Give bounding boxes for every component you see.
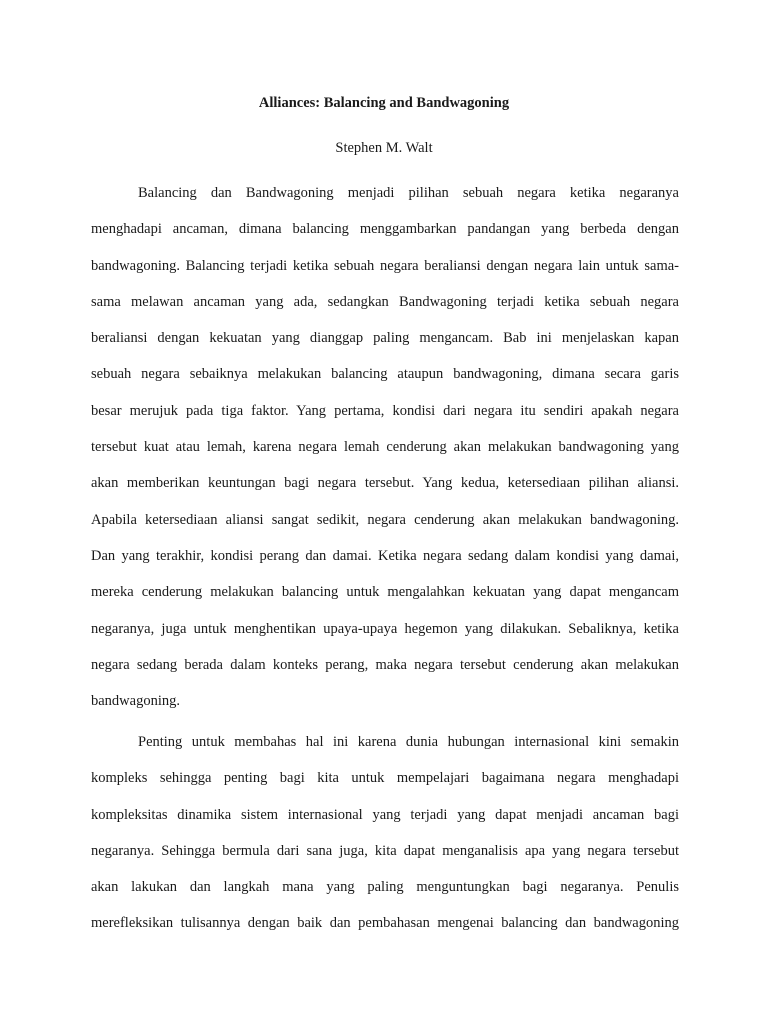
paragraph-line: kompleksitas dinamika sistem internasional yang terjadi yang dapat menjadi ancaman bagi (91, 806, 679, 823)
paragraph-line: negaranya, juga untuk menghentikan upaya-upaya hegemon yang dilakukan. Sebaliknya, ketika (91, 620, 679, 637)
paragraph-line: negara sedang berada dalam konteks perang, maka negara tersebut cenderung akan melakukan (91, 656, 679, 673)
paragraph-line: kompleks sehingga penting bagi kita untuk mempelajari bagaimana negara menghadapi (91, 770, 679, 787)
document-title: Alliances: Balancing and Bandwagoning (258, 95, 510, 111)
paragraph-line: tersebut kuat atau lemah, karena negara lemah cenderung akan melakukan bandwagoning yang (91, 439, 679, 456)
paragraph-line: besar merujuk pada tiga faktor. Yang pertama, kondisi dari negara itu sendiri apakah negara (91, 402, 679, 419)
paragraph-line: sebuah negara sebaiknya melakukan balancing ataupun bandwagoning, dimana secara garis (91, 366, 679, 383)
paragraph-line: bandwagoning. Balancing terjadi ketika sebuah negara beraliansi dengan negara lain untuk sama- (91, 257, 679, 274)
paragraph-line: mereka cenderung melakukan balancing untuk mengalahkan kekuatan yang dapat mengancam (91, 584, 679, 601)
paragraph-line: Penting untuk membahas hal ini karena dunia hubungan internasional kini semakin (138, 734, 679, 750)
paragraph-line: akan memberikan keuntungan bagi negara tersebut. Yang kedua, ketersediaan pilihan aliansi. (91, 475, 679, 492)
paragraph-line: beraliansi dengan kekuatan yang dianggap paling mengancam. Bab ini menjelaskan kapan (91, 330, 679, 347)
paragraph-1 (91, 175, 679, 719)
paragraph-2 (91, 724, 679, 942)
paragraph-line: negaranya. Sehingga bermula dari sana juga, kita dapat menganalisis apa yang negara tersebut (91, 842, 679, 859)
document-author: Stephen M. Walt (335, 140, 433, 156)
paragraph-line: Apabila ketersediaan aliansi sangat sedikit, negara cenderung akan melakukan bandwagoning. (91, 511, 679, 528)
paragraph-line: menghadapi ancaman, dimana balancing menggambarkan pandangan yang berbeda dengan (91, 221, 679, 238)
paragraph-line: Dan yang terakhir, kondisi perang dan damai. Ketika negara sedang dalam kondisi yang damai, (91, 547, 679, 564)
paragraph-line: Balancing dan Bandwagoning menjadi pilihan sebuah negara ketika negaranya (138, 185, 679, 201)
paragraph-line: akan lakukan dan langkah mana yang paling menguntungkan bagi negaranya. Penulis (91, 879, 679, 896)
paragraph-line: merefleksikan tulisannya dengan baik dan pembahasan mengenai balancing dan bandwagoning (91, 915, 679, 932)
paragraph-line: sama melawan ancaman yang ada, sedangkan Bandwagoning terjadi ketika sebuah negara (91, 293, 679, 310)
paragraph-line: bandwagoning. (91, 693, 180, 710)
